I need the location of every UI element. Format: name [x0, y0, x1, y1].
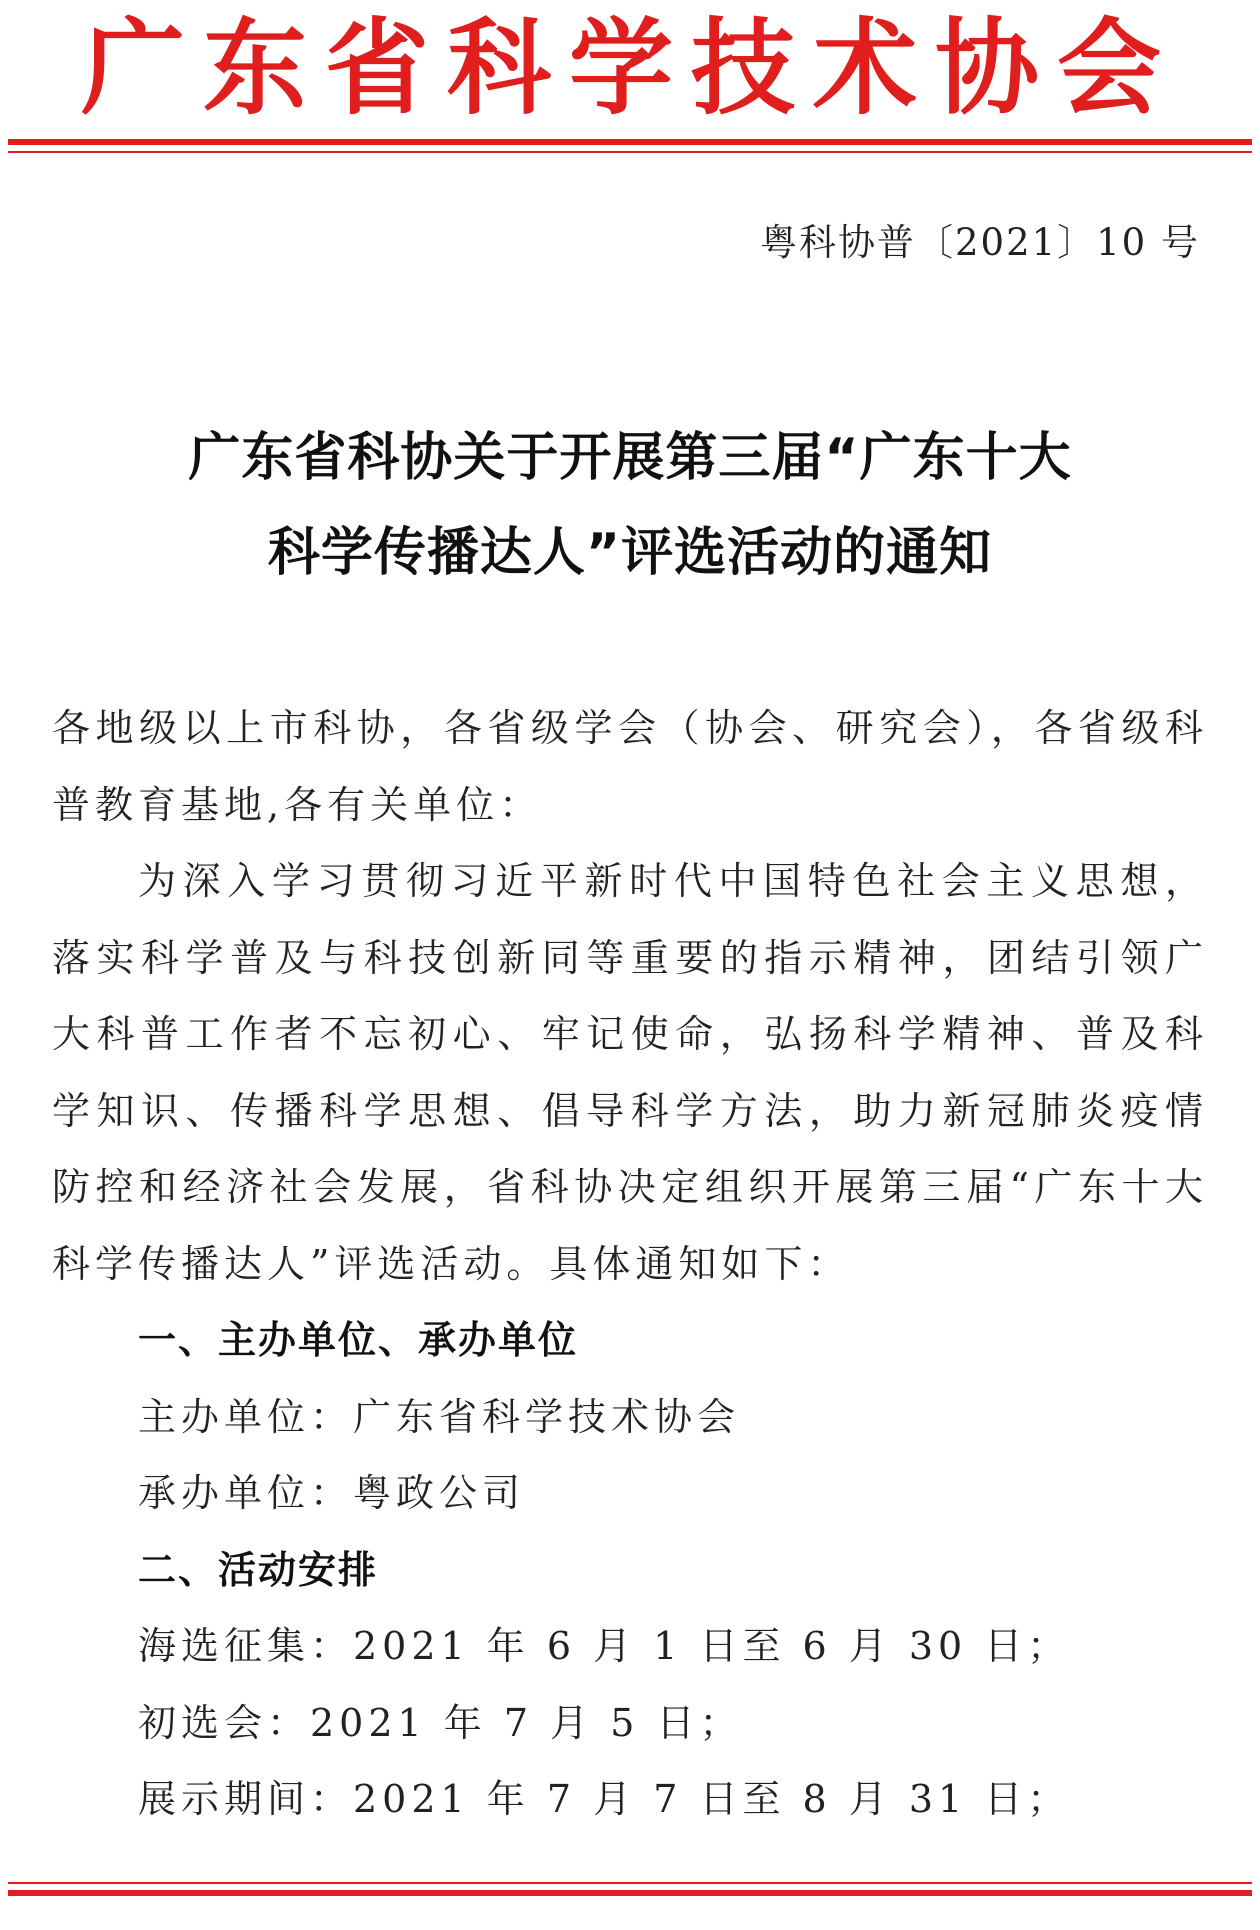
list-item: 主办单位：广东省科学技术协会 [138, 1394, 741, 1439]
footer-rule-thick [8, 1890, 1252, 1896]
list-item: 初选会：2021 年 7 月 5 日； [138, 1700, 743, 1745]
document-title-line-2: 科学传播达人”评选活动的通知 [267, 523, 993, 583]
organization-header: 广东省科学技术协会 [80, 7, 1179, 129]
list-item: 海选征集：2021 年 6 月 1 日至 6 月 30 日； [138, 1624, 1071, 1668]
intro-paragraph: 为深入学习贯彻习近平新时代中国特色社会主义思想，落实科学普及与科技创新同等重要的指示精神，团结引领广大科普工作者不忘初心、牢记使命，弘扬科学精神、普及科学知识、传播科学思想、倡导科学方法，助力新冠肺炎疫情防控和经济社会发展，省科协决定组织开展第三届“广东十大科学传播达人”评选活动。具体通知如下： [52, 859, 1208, 1286]
header-rule-thick [8, 139, 1252, 145]
header-rule-thin [8, 151, 1252, 153]
document-number: 粤科协普〔2021〕10 号 [759, 221, 1200, 264]
footer-rule-thin [8, 1882, 1252, 1884]
section-heading: 二、活动安排 [138, 1547, 379, 1592]
list-item: 承办单位：粤政公司 [138, 1471, 526, 1515]
document-title-line-1: 广东省科协关于开展第三届“广东十大 [188, 428, 1072, 488]
section-heading: 一、主办单位、承办单位 [138, 1318, 579, 1362]
addressee-paragraph: 各地级以上市科协，各省级学会（协会、研究会），各省级科普教育基地,各有关单位： [52, 706, 1208, 827]
document-body [52, 690, 1208, 1838]
list-item: 展示期间：2021 年 7 月 7 日至 8 月 31 日； [138, 1777, 1071, 1821]
